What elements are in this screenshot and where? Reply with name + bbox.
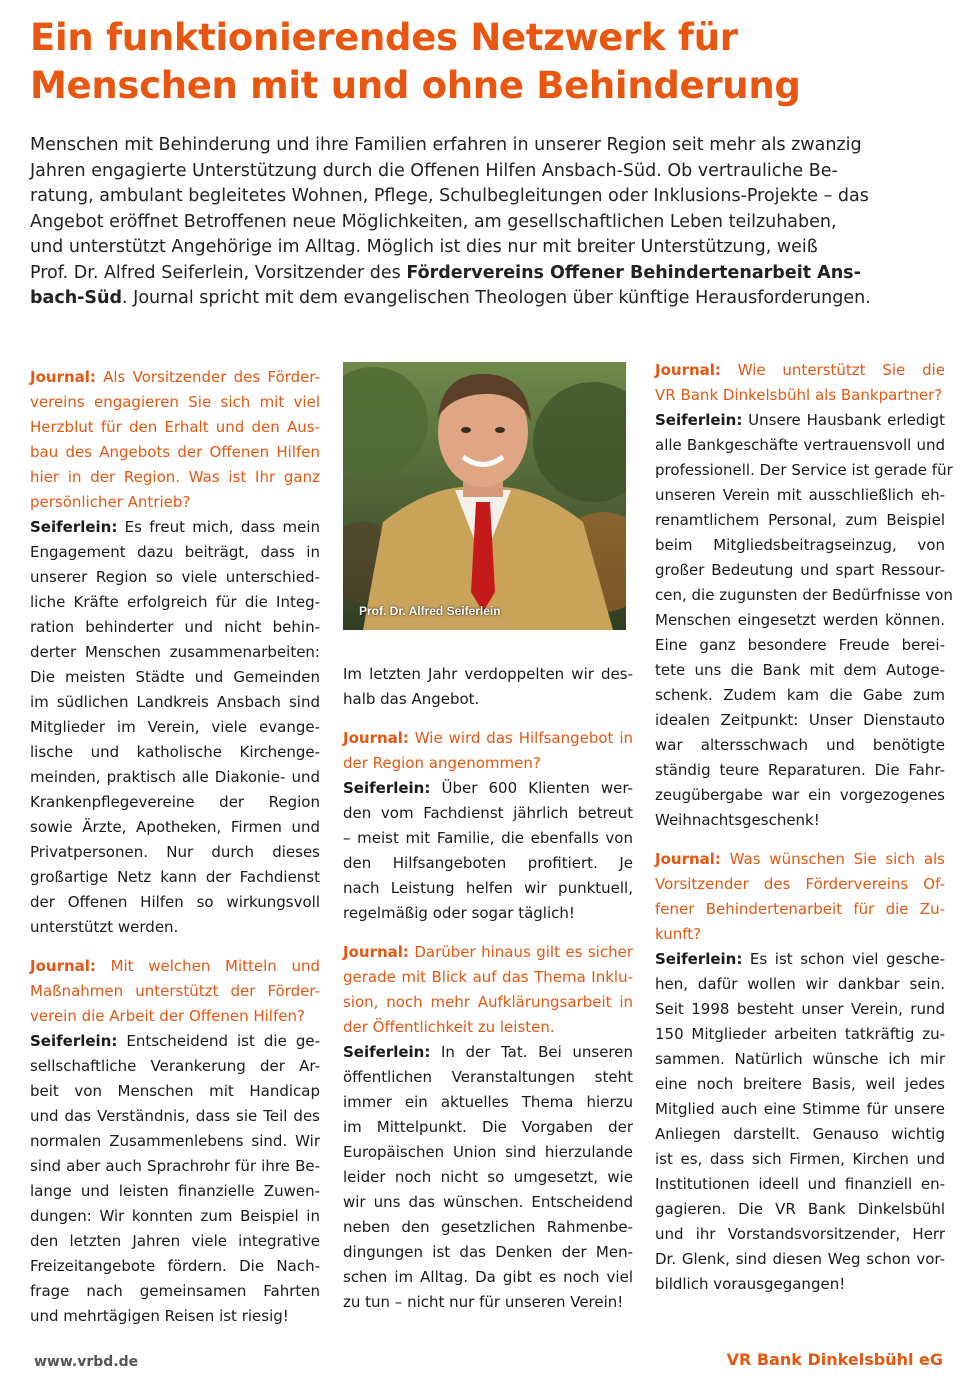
text-line (343, 990, 633, 1015)
line-text: dingungen ist das Denken der Men- (343, 1243, 633, 1261)
text-line (30, 515, 320, 540)
text-line (655, 922, 945, 947)
text-line (30, 590, 320, 615)
seiferlein-label: Seiferlein: (343, 1043, 431, 1061)
text-line (343, 776, 633, 801)
text-line (655, 1022, 945, 1047)
line-text: Weihnachtsgeschenk! (655, 811, 820, 829)
line-text: Krankenpflegevereine der Region (30, 793, 320, 811)
text-line (655, 733, 945, 758)
text-line (655, 583, 953, 608)
text-line (30, 1129, 320, 1154)
line-text: neben den gesetzlichen Rahmenbe- (343, 1218, 633, 1236)
headline-line: Menschen mit und ohne Behinderung (30, 64, 801, 107)
text-line (655, 483, 945, 508)
text-line (30, 1104, 320, 1129)
text-line (655, 1197, 945, 1222)
line-text: VR Bank Dinkelsbühl als Bankpartner? (655, 386, 943, 404)
interview-answer (655, 408, 953, 833)
intro-bold-org-end: bach-Süd (30, 288, 123, 308)
line-text: den letzten Jahren viele integrative (30, 1232, 320, 1250)
text-line (655, 972, 945, 997)
line-text: zeugübergabe war ein vorgezogenes (655, 786, 945, 804)
line-text: professionell. Der Service ist gerade für (655, 461, 953, 479)
text-line (655, 1272, 945, 1297)
line-text: renamtlichem Personal, zum Beispiel (655, 511, 945, 529)
text-line (655, 897, 945, 922)
text-line (655, 683, 945, 708)
text-line (343, 1265, 633, 1290)
text-line (655, 558, 945, 583)
text-line (343, 901, 633, 926)
text-line (655, 608, 945, 633)
line-text: cen, die zugunsten der Bedürfnisse von (655, 586, 953, 604)
line-text: sowie Ärzte, Apotheken, Firmen und (30, 818, 320, 836)
line-text: derter Menschen zusammenarbeiten: (30, 643, 320, 661)
intro-bold-org: Fördervereins Offener Behindertenarbeit Ans- (406, 262, 861, 283)
text-line (30, 715, 320, 740)
line-text: bau des Angebots der Offenen Hilfen (30, 443, 320, 461)
text-line (30, 740, 320, 765)
line-text: gagieren. Die VR Bank Dinkelsbühl (655, 1200, 945, 1218)
text-line (655, 1097, 945, 1122)
intro-line: Jahren engagierte Unterstützung durch die Offenen Hilfen Ansbach-Süd. Ob vertrauliche Be- (30, 160, 838, 181)
line-text: Im letzten Jahr verdoppelten wir des- (343, 665, 633, 683)
interview-question (343, 726, 633, 776)
line-text: sellschaftliche Verankerung der Ar- (30, 1057, 320, 1075)
line-text: schen im Alltag. Da gibt es noch viel (343, 1268, 633, 1286)
line-text: Maßnahmen unterstützt der Förder- (30, 982, 320, 1000)
intro-line (30, 261, 930, 287)
text-line (655, 358, 945, 383)
line-text: Menschen eingesetzt werden können. (655, 611, 945, 629)
text-line (343, 1240, 633, 1265)
line-text: dungen: Wir konnten zum Beispiel in (30, 1207, 320, 1225)
paragraph-gap (655, 833, 945, 847)
text-line (30, 815, 320, 840)
journal-label: Journal: (655, 850, 721, 868)
line-text: In der Tat. Bei unseren (430, 1043, 633, 1061)
text-line (343, 1015, 633, 1040)
text-line (30, 490, 320, 515)
text-line (655, 997, 945, 1022)
line-text: sion, noch mehr Aufklärungsarbeit in (343, 993, 633, 1011)
intro-text: Prof. Dr. Alfred Seiferlein, Vorsitzender des (30, 262, 407, 283)
line-text: Engagement dazu beiträgt, dass in (30, 543, 320, 561)
intro-line: und unterstützt Angehörige im Alltag. Möglich ist dies nur mit breiter Unterstützung, weiß (30, 237, 818, 257)
article-intro (30, 133, 930, 312)
line-text: nach Leistung helfen wir punktuell, (343, 879, 633, 897)
line-text: bildlich vorausgegangen! (655, 1275, 846, 1293)
line-text: immer ein aktuelles Thema hierzu (343, 1093, 633, 1111)
text-line (30, 890, 320, 915)
seiferlein-label: Seiferlein: (30, 1032, 118, 1050)
headline-line: Ein funktionierendes Netzwerk für (30, 16, 738, 59)
line-text: den Hilfsangeboten profitiert. Je (343, 854, 633, 872)
line-text: wir uns das wünschen. Entscheidend (343, 1193, 633, 1211)
line-text: der Offenen Hilfen so wirkungsvoll (30, 893, 320, 911)
seiferlein-label: Seiferlein: (343, 779, 431, 797)
line-text: beit von Menschen mit Handicap (30, 1082, 320, 1100)
text-line (30, 1029, 320, 1054)
line-text: sind aber auch Sprachrohr für ihre Be- (30, 1157, 320, 1175)
line-text: leider noch nicht so umgesetzt, wie (343, 1168, 633, 1186)
line-text: idealen Zeitpunkt: Unser Dienstauto (655, 711, 945, 729)
line-text: Über 600 Klienten wer- (430, 779, 633, 797)
text-line (343, 851, 633, 876)
text-line (30, 765, 320, 790)
journal-label: Journal: (655, 361, 721, 379)
line-text: Privatpersonen. Nur durch dieses (30, 843, 320, 861)
text-line (655, 847, 945, 872)
interview-question (655, 847, 945, 947)
line-text: kunft? (655, 925, 702, 943)
line-text: Die meisten Städte und Gemeinden (30, 668, 320, 686)
text-line (343, 801, 633, 826)
text-line (30, 1004, 320, 1029)
paragraph-gap (343, 926, 633, 940)
line-text: Mit welchen Mitteln und (95, 957, 320, 975)
line-text: liche Kräfte erfolgreich für die Integ- (30, 593, 320, 611)
text-line (30, 665, 320, 690)
line-text: normalen Zusammenlebens sind. Wir (30, 1132, 320, 1150)
text-line (655, 1147, 945, 1172)
text-line (655, 1247, 945, 1272)
text-line (655, 1222, 945, 1247)
text-line (343, 1115, 633, 1140)
text-line (30, 840, 320, 865)
text-line (655, 533, 945, 558)
text-line (30, 465, 320, 490)
text-line (343, 726, 633, 751)
portrait-illustration (343, 362, 626, 630)
column-middle (343, 662, 633, 1315)
text-line (30, 1204, 320, 1229)
text-line (655, 1122, 945, 1147)
line-text: Darüber hinaus gilt es sicher (408, 943, 633, 961)
line-text: unterstützt werden. (30, 918, 179, 936)
line-text: Anliegen darstellt. Genauso wichtig (655, 1125, 945, 1143)
text-line (343, 1290, 633, 1315)
text-line (30, 1229, 320, 1254)
text-line (343, 1215, 633, 1240)
text-line (30, 640, 320, 665)
text-line (343, 687, 633, 712)
text-line (343, 940, 633, 965)
line-text: eine noch breitere Basis, weil jedes (655, 1075, 945, 1093)
text-line (343, 876, 633, 901)
interview-answer (30, 1029, 320, 1329)
text-line (655, 947, 945, 972)
line-text: Eine ganz besondere Freude berei- (655, 636, 945, 654)
line-text: Seit 1998 besteht unser Verein, rund (655, 1000, 945, 1018)
line-text: großer Bedeutung und spart Ressour- (655, 561, 945, 579)
line-text: tete uns die Bank mit dem Autoge- (655, 661, 945, 679)
text-line (30, 440, 320, 465)
line-text: Europäischen Union sind hierzulande (343, 1143, 633, 1161)
text-line (30, 690, 320, 715)
text-line (30, 1054, 320, 1079)
line-text: sammen. Natürlich wünsche ich mir (655, 1050, 945, 1068)
line-text: lische und katholische Kirchenge- (30, 743, 320, 761)
intro-line: ratung, ambulant begleitetes Wohnen, Pflege, Schulbegleitungen oder Inklusions-Projekte – das (30, 186, 869, 206)
line-text: den vom Fachdienst jährlich betreut (343, 804, 633, 822)
text-line (655, 1072, 945, 1097)
line-text: regelmäßig oder sogar täglich! (343, 904, 575, 922)
line-text: gerade mit Blick auf das Thema Inklu- (343, 968, 633, 986)
interview-question (655, 358, 945, 408)
interview-question (30, 954, 320, 1029)
line-text: der Öffentlichkeit zu leisten. (343, 1018, 555, 1036)
seiferlein-label: Seiferlein: (30, 518, 118, 536)
paragraph-gap (30, 940, 320, 954)
text-line (343, 662, 633, 687)
line-text: der Region angenommen? (343, 754, 541, 772)
paragraph-gap (343, 712, 633, 726)
line-text: Als Vorsitzender des Förder- (95, 368, 320, 386)
text-line (30, 915, 320, 940)
line-text: zu tun – nicht nur für unseren Verein! (343, 1293, 624, 1311)
line-text: Unsere Hausbank erledigt (742, 411, 945, 429)
line-text: unserer Region so viele unterschied- (30, 568, 320, 586)
line-text: Herzblut für den Erhalt und den Aus- (30, 418, 320, 436)
text-line (30, 1154, 320, 1179)
seiferlein-label: Seiferlein: (655, 950, 743, 968)
text-line (655, 808, 945, 833)
text-line (343, 1140, 633, 1165)
text-line (30, 1279, 320, 1304)
interview-answer (30, 515, 320, 940)
line-text: Dr. Glenk, sind diesen Weg schon vor- (655, 1250, 945, 1268)
line-text: Mitglied auch eine Stimme für unsere (655, 1100, 945, 1118)
interview-question (343, 940, 633, 1040)
line-text: Freizeitangebote fördern. Die Nach- (30, 1257, 320, 1275)
text-line (30, 1254, 320, 1279)
interview-answer (343, 776, 633, 926)
text-line (30, 865, 320, 890)
text-line (655, 458, 953, 483)
line-text: 150 Mitglieder arbeiten tatkräftig zu- (655, 1025, 945, 1043)
line-text: lange und leisten finanzielle Zuwen- (30, 1182, 320, 1200)
interview-question (30, 365, 320, 515)
photo-caption: Prof. Dr. Alfred Seiferlein (359, 604, 501, 618)
line-text: großartige Netz kann der Fachdienst (30, 868, 320, 886)
text-line (30, 1079, 320, 1104)
text-line (343, 826, 633, 851)
footer-brand: VR Bank Dinkelsbühl eG (726, 1350, 943, 1369)
line-text: Vorsitzender des Fördervereins Of- (655, 875, 945, 893)
column-right (655, 358, 953, 1297)
text-line (30, 790, 320, 815)
journal-label: Journal: (343, 943, 409, 961)
text-line (343, 1190, 633, 1215)
line-text: hen, dafür wollen wir dankbar sein. (655, 975, 945, 993)
journal-label: Journal: (30, 957, 96, 975)
seiferlein-label: Seiferlein: (655, 411, 743, 429)
line-text: – meist mit Familie, die ebenfalls von (343, 829, 633, 847)
line-text: verein die Arbeit der Offenen Hilfen? (30, 1007, 305, 1025)
text-line (655, 783, 945, 808)
article-headline (30, 14, 930, 110)
text-line (655, 633, 945, 658)
text-line (655, 433, 945, 458)
text-line (30, 979, 320, 1004)
line-text: ist es, dass sich Firmen, Kirchen und (655, 1150, 945, 1168)
line-text: vereins engagieren Sie sich mit viel (30, 393, 320, 411)
line-text: hier in der Region. Was ist Ihr ganz (30, 468, 320, 486)
line-text: und das Verständnis, dass sie Teil des (30, 1107, 320, 1125)
journal-label: Journal: (30, 368, 96, 386)
text-line (343, 1165, 633, 1190)
text-line (343, 1065, 633, 1090)
line-text: öffentlichen Veranstaltungen steht (343, 1068, 633, 1086)
journal-label: Journal: (343, 729, 409, 747)
line-text: ration behinderter und nicht behin- (30, 618, 320, 636)
text-line (655, 383, 945, 408)
line-text: Was wünschen Sie sich als (720, 850, 945, 868)
line-text: Wie unterstützt Sie die (720, 361, 945, 379)
portrait-photo (343, 362, 626, 630)
line-text: meinden, praktisch alle Diakonie- und (30, 768, 320, 786)
interview-paragraph (343, 662, 633, 712)
line-text: Es freut mich, dass mein (117, 518, 320, 536)
text-line (30, 365, 320, 390)
text-line (30, 565, 320, 590)
interview-answer (655, 947, 945, 1297)
intro-line (30, 286, 930, 312)
line-text: Wie wird das Hilfsangebot in (408, 729, 633, 747)
text-line (30, 954, 320, 979)
footer-url: www.vrbd.de (34, 1354, 139, 1370)
intro-text: . Journal spricht mit dem evangelischen Theologen über künftige Herausforderungen. (122, 288, 871, 308)
text-line (655, 408, 945, 433)
line-text: beim Mitgliedsbeitragseinzug, von (655, 536, 945, 554)
line-text: und mehrtägigen Reisen ist riesig! (30, 1307, 289, 1325)
text-line (30, 1179, 320, 1204)
line-text: Mitglieder im Verein, viele evange- (30, 718, 320, 736)
text-line (655, 758, 945, 783)
line-text: im Mittelpunkt. Die Vorgaben der (343, 1118, 633, 1136)
text-line (655, 508, 945, 533)
line-text: war altersschwach und benötigte (655, 736, 945, 754)
line-text: schenk. Zudem kam die Gabe zum (655, 686, 945, 704)
column-left (30, 365, 320, 1329)
text-line (343, 751, 633, 776)
line-text: halb das Angebot. (343, 690, 480, 708)
text-line (30, 415, 320, 440)
interview-answer (343, 1040, 633, 1315)
text-line (30, 615, 320, 640)
line-text: ständig teure Reparaturen. Die Fahr- (655, 761, 945, 779)
line-text: und ihr Vorstandsvorsitzender, Herr (655, 1225, 945, 1243)
text-line (655, 872, 945, 897)
text-line (655, 708, 945, 733)
line-text: Es ist schon viel gesche- (742, 950, 945, 968)
line-text: Institutionen ideell und finanziell en- (655, 1175, 945, 1193)
intro-line: Menschen mit Behinderung und ihre Familien erfahren in unserer Region seit mehr als zwanzig (30, 135, 862, 155)
text-line (655, 1047, 945, 1072)
line-text: Entscheidend ist die ge- (117, 1032, 320, 1050)
text-line (343, 1090, 633, 1115)
text-line (30, 1304, 320, 1329)
intro-line: Angebot eröffnet Betroffenen neue Möglichkeiten, am gesellschaftlichen Leben teilzuhaben, (30, 211, 837, 232)
text-line (655, 658, 945, 683)
text-line (30, 390, 320, 415)
line-text: persönlicher Antrieb? (30, 493, 191, 511)
text-line (343, 1040, 633, 1065)
line-text: unseren Verein mit ausschließlich eh- (655, 486, 945, 504)
text-line (30, 540, 320, 565)
text-line (343, 965, 633, 990)
line-text: im südlichen Landkreis Ansbach sind (30, 693, 320, 711)
text-line (655, 1172, 945, 1197)
line-text: alle Bankgeschäfte vertrauensvoll und (655, 436, 945, 454)
line-text: fener Behindertenarbeit für die Zu- (655, 900, 945, 918)
line-text: frage nach gemeinsamen Fahrten (30, 1282, 320, 1300)
